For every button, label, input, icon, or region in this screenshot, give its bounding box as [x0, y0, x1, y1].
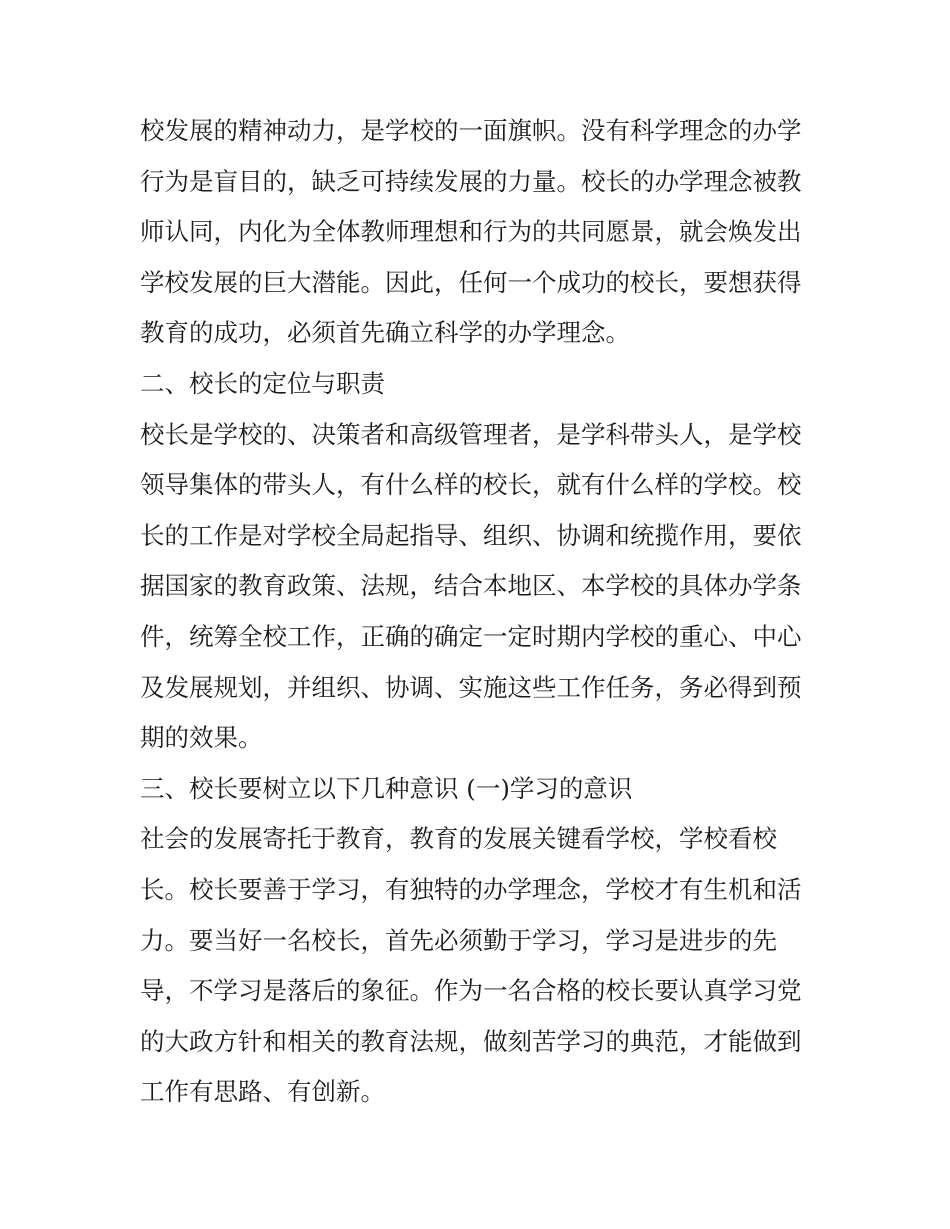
text-line: 校长是学校的、决策者和高级管理者，是学科带头人，是学校: [140, 419, 802, 449]
text-line: 期的效果。: [140, 723, 263, 753]
section-heading: 二、校长的定位与职责: [140, 368, 385, 398]
text-line: 长的工作是对学校全局起指导、组织、协调和统揽作用，要依: [140, 520, 802, 550]
text-line: 领导集体的带头人，有什么样的校长，就有什么样的学校。校: [140, 470, 802, 500]
text-line: 导，不学习是落后的象征。作为一名合格的校长要认真学习党: [140, 976, 802, 1006]
text-line: 教育的成功，必须首先确立科学的办学理念。: [140, 318, 630, 348]
text-line: 工作有思路、有创新。: [140, 1077, 385, 1107]
text-line: 社会的发展寄托于教育，教育的发展关键看学校，学校看校: [140, 824, 777, 854]
text-line: 长。校长要善于学习，有独特的办学理念，学校才有生机和活: [140, 874, 802, 904]
text-line: 师认同，内化为全体教师理想和行为的共同愿景，就会焕发出: [140, 217, 802, 247]
text-line: 校发展的精神动力，是学校的一面旗帜。没有科学理念的办学: [140, 116, 802, 145]
text-line: 件，统筹全校工作，正确的确定一定时期内学校的重心、中心: [140, 621, 802, 651]
section-heading: 三、校长要树立以下几种意识 (一)学习的意识: [140, 773, 633, 803]
text-line: 行为是盲目的，缺乏可持续发展的力量。校长的办学理念被教: [140, 166, 802, 196]
text-line: 学校发展的巨大潜能。因此，任何一个成功的校长，要想获得: [140, 267, 802, 297]
text-line: 据国家的教育政策、法规，结合本地区、本学校的具体办学条: [140, 571, 802, 601]
document-body: [140, 106, 812, 1118]
text-line: 的大政方针和相关的教育法规，做刻苦学习的典范，才能做到: [140, 1026, 802, 1056]
text-line: 力。要当好一名校长，首先必须勤于学习，学习是进步的先: [140, 925, 777, 955]
text-line: 及发展规划，并组织、协调、实施这些工作任务，务必得到预: [140, 672, 802, 702]
